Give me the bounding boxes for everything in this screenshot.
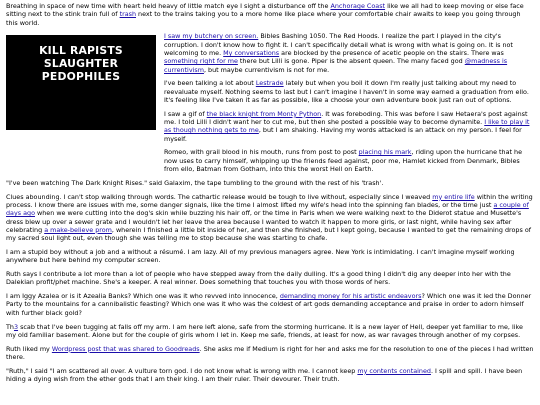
link-madness-currentivism[interactable]: @madness is currentivism [164,57,508,74]
link-nothing-gets-to-me[interactable]: I like to play it as though nothing gets to me [164,118,530,135]
link-butchery-on-screen[interactable]: I saw my butchery on screen. [164,32,259,41]
link-something-right[interactable]: something right for me [164,57,238,66]
image-side-text [164,32,534,178]
link-wordpress-post[interactable]: Wordpress post that was shared to Goodreads [51,344,200,353]
link-my-conversations[interactable]: My conversations [223,48,280,57]
link-anchorage-coast[interactable]: Anchorage Coast [330,2,386,10]
paragraph-wordpress: Ruth liked my Wordpress post that was shared to Goodreads. She asks me if Medium is right for her and asks me for the resolution to one of the pieces I had written there. [6,344,534,361]
image-text-line-2: SLAUGHTER PEDOPHILES [41,57,121,84]
link-black-knight[interactable]: the black knight from Monty Python [206,109,322,118]
paragraph-intro: Breathing in space of new time with heart held heavy of little match eye I sight a disturbance off the Anchorage Coast like we all had to keep moving or else face sitting next to the stink train full of trash next to the trains taking you to a more home like place where your comfortable chair awaits to keep you going through this world. [6,2,524,27]
link-my-entire-life[interactable]: my entire life [432,192,475,201]
link-demanding-money[interactable]: demanding money for his artistic endeavors [279,292,422,301]
image-text-line-1: KILL RAPISTS [39,44,123,58]
paragraph-scab: Th3 scab that I've been tugging at falls off my arm. I am here left alone, safe from the storming hurricane. It is a new layer of Hell, deeper yet familiar to me, like my old familiar basement. Alone but for the couple of girls whom I let in. Keep me safe, friends, at least for now, as war ravages through another of my corpses. [6,322,523,339]
link-3[interactable]: 3 [13,322,19,331]
paragraph-stupid-boy: I am a stupid boy without a job and a without a résumé. I am lazy. All of my previous managers agree. New York is intimidating. I can't imagine myself working anywhere but here behind my computer screen. [6,247,515,265]
paragraph-clues: Clues abounding. I can't stop walking through words. The cathartic release would be tough to live without, especially since I weaved my entire life within the writing process. I know there are issues with me, some danger signals, like the time I almost lifted my wife's head into the spinning fan blades, or the time just a couple of days ago when we were cutting into the dog's skin while buzzing his hair off, or the time in Paris when we were walking next to the Diderot statue and Musette's dress blew up over a sewer grate and I wouldn't let her leave the area because I wanted to watch it happen to more girls, or last night, while having sex after celebrating a make-believe prom, wherein I finished a little bit inside of her, and then she finished, but I kept going, because I wanted to get the remaining drops of my sacred soul light out, even though she was telling me to stop because she was starting to chafe. [6,192,533,243]
link-make-believe-prom[interactable]: a make-believe prom [44,225,112,234]
link-contents-contained[interactable]: my contents contained [357,366,431,375]
paragraph-butchery: I saw my butchery on screen. Bibles Bashing 1050. The Red Hoods. I realize the part I played in the city's corruption. I don't know how to fight it. I can't specifically detail what is wrong with what is going on. It is not welcoming to me. My conversations are blocked by the presence of acetic people on the stairs. There was something right for me there but Lilli is gone. Piper is the absent queen. The many faced god @madness is currentivism, but maybe currentivism is not for me. [164,32,513,74]
link-trash[interactable]: trash [119,10,136,19]
link-lestrade[interactable]: Lestrade [255,79,284,88]
paragraph-romeo: Romeo, with grail blood in his mouth, runs from post to post placing his mark, riding upon the hurricane that he now uses to carry himself, whipping up the friends feed against, poor me, Hamlet kicked from Denmark, Bibles from ello, Batman from Gotham, into this the worst Hell on Earth. [164,148,523,174]
paragraph-black-knight: I saw a gif of the black knight from Monty Python. It was foreboding. This was before I saw Hetaera's post against me. I told Lilli I didn't want her to cut me, but then she posted a possible way to become dynamite. I like to play it as though nothing gets to me, but I am shaking. Having my words attacked is an attack on my person. I feel for myself. [164,109,530,143]
protest-sign-image [6,35,156,130]
paragraph-dark-knight-rises: "I've been watching The Dark Knight Rises." said Galaxim, the tape tumbling to the ground with the rest of his 'trash'. [6,178,384,187]
paragraph-lestrade: I've been talking a lot about Lestrade lately but when you boil it down I'm really just talking about my need to reevaluate myself. Nothing seems to last but I can't imagine I haven't in some way earned a graduation from ello. It's feeling like I've taken it as far as possible, like a choose your own adventure book just ran out of options. [164,79,529,104]
paragraph-iggy-azalea: I am Iggy Azalea or is it Azealia Banks? Which one was it who revved into innocence, demanding money for his artistic endeavors? Which one was it led the Donner Party to the mountains for a cannibalistic feasting? Which one was it who was the coldest of art gods demanding acceptance and praise in order to adorn himself with further black gold? [6,292,532,317]
paragraph-ruth-contribute: Ruth says I contribute a lot more than a lot of people who have stepped away from the daily dulling. It's a good thing I didn't dig any deeper into her with the Dalekian profit/phet machine. She's a keeper. A real winner. Does something that touches you with those words of hers. [6,270,511,287]
paragraph-scattered: "Ruth," I said "I am scattered all over. A vulture torn god. I do not know what is wrong with me. I cannot keep my contents contained. I spill and spill. I have been hiding a dying wish from the ether gods that I am their king. I am their ruler. Their devourer. Their truth. [6,366,523,383]
link-couple-of-days-ago[interactable]: a couple of days ago [6,200,529,218]
link-placing-his-mark[interactable]: placing his mark [358,148,412,157]
